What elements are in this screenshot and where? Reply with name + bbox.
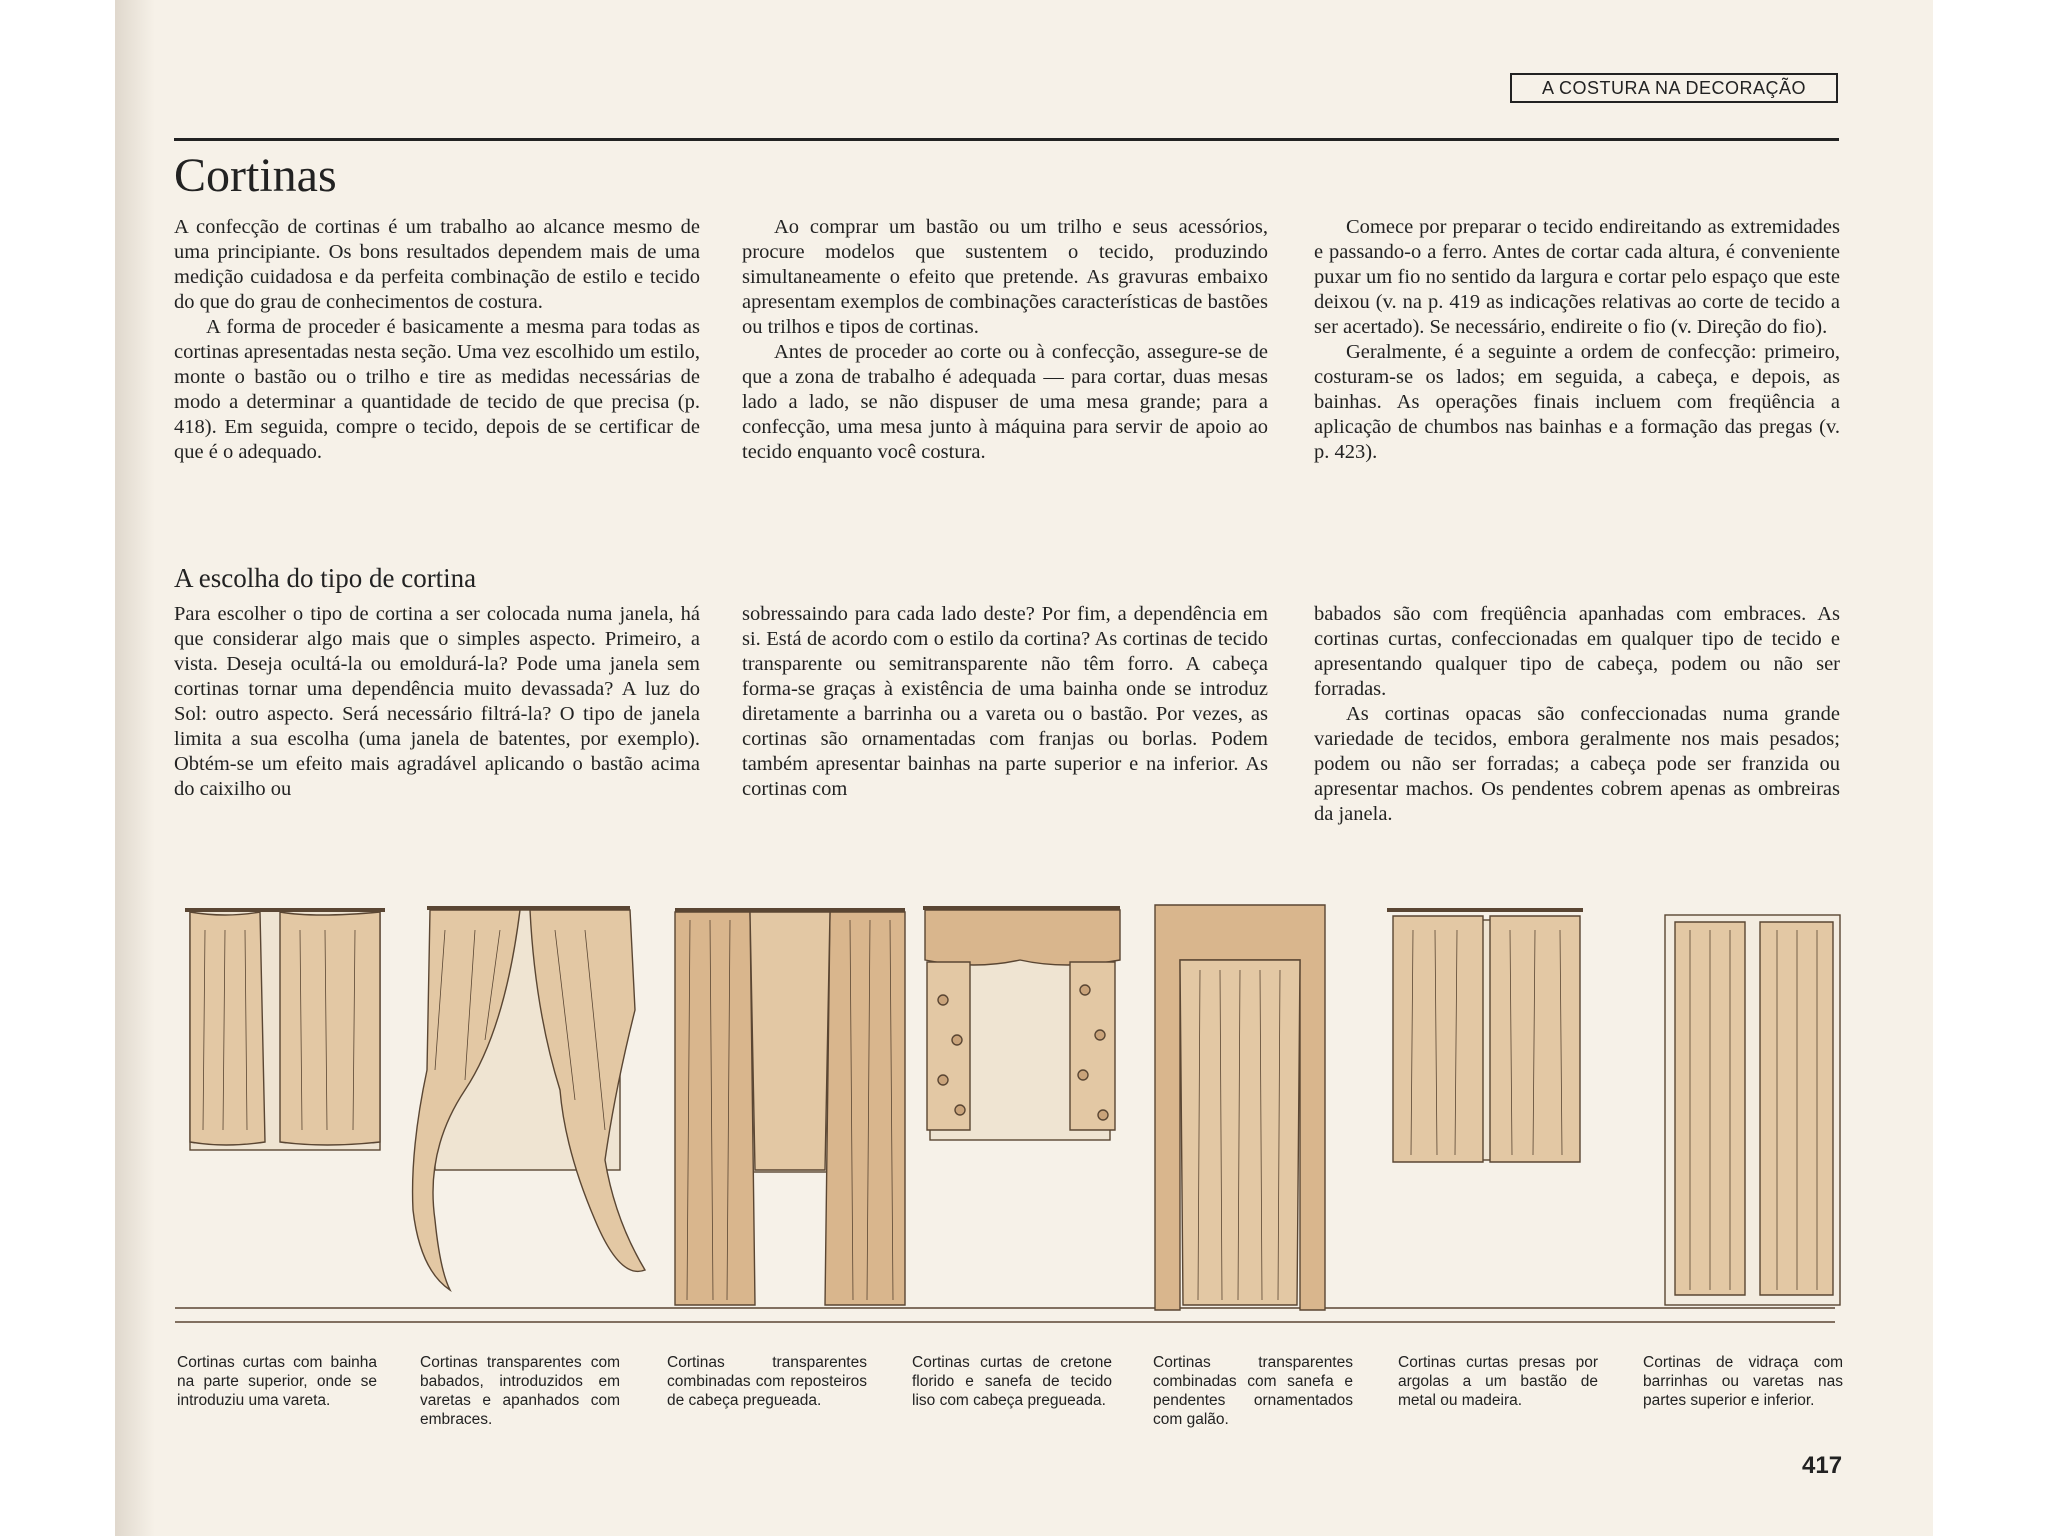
section2-column-2 bbox=[742, 602, 1268, 802]
caption-7: Cortinas de vidraça com barrinhas ou varetas nas partes superior e inferior. bbox=[1643, 1354, 1843, 1409]
body-paragraph: Para escolher o tipo de cortina a ser colocada numa janela, há que considerar algo mais que o simples aspecto. Primeiro, a vista. Deseja ocultá-la ou emoldurá-la? Pode uma janela sem cortinas tornar uma dependência muito devassada? A luz do Sol: outro aspecto. Será necessário filtrá-la? O tipo de janela limita a sua escolha (uma janela de batentes, por exemplo). Obtém-se um efeito mais agradável aplicando o bastão acima do caixilho ou bbox=[174, 603, 700, 800]
curtain-style-1 bbox=[185, 910, 385, 1150]
section2-column-3 bbox=[1314, 602, 1840, 827]
intro-column-3 bbox=[1314, 215, 1840, 465]
body-paragraph: As cortinas opacas são confeccionadas numa grande variedade de tecidos, embora geralmente nos mais pesados; podem ou não ser forradas; a cabeça pode ser franzida ou apresentar machos. Os pendentes cobrem apenas as ombreiras da janela. bbox=[1314, 703, 1840, 825]
curtain-style-2 bbox=[413, 908, 645, 1290]
curtain-style-4 bbox=[923, 908, 1120, 1140]
body-paragraph: babados são com freqüência apanhadas com embraces. As cortinas curtas, confeccionadas em qualquer tipo de tecido e apresentando qualquer tipo de cabeça, podem ou não ser forradas. bbox=[1314, 603, 1840, 700]
curtain-style-5 bbox=[1155, 905, 1325, 1310]
gutter-shadow bbox=[115, 0, 155, 1536]
curtain-illustrations bbox=[165, 890, 1845, 1340]
caption-5: Cortinas transparentes combinadas com sanefa e pendentes ornamentados com galão. bbox=[1153, 1354, 1353, 1428]
body-paragraph: sobressaindo para cada lado deste? Por fim, a dependência em si. Está de acordo com o estilo da cortina? As cortinas de tecido transparente ou semitransparente não têm forro. A cabeça forma-se graças à existência de uma bainha onde se introduz diretamente a barrinha ou a vareta ou o bastão. Por vezes, as cortinas são ornamentadas com franjas ou borlas. Podem também apresentar bainhas na parte superior e na inferior. As cortinas com bbox=[742, 603, 1268, 800]
intro-column-2 bbox=[742, 215, 1268, 465]
intro-paragraph: A forma de proceder é basicamente a mesma para todas as cortinas apresentadas nesta seção. Uma vez escolhido um estilo, monte o bastão ou o trilho e tire as medidas necessárias de modo a determinar a quantidade de tecido de que precisa (p. 418). Em seguida, compre o tecido, depois de se certificar de que é o adequado. bbox=[174, 316, 700, 463]
caption-6: Cortinas curtas presas por argolas a um bastão de metal ou madeira. bbox=[1398, 1354, 1598, 1409]
curtain-style-7 bbox=[1665, 915, 1840, 1305]
curtain-style-3 bbox=[675, 910, 905, 1305]
intro-paragraph: Ao comprar um bastão ou um trilho e seus acessórios, procure modelos que sustentem o tecido, produzindo simultaneamente o efeito que pretende. As gravuras embaixo apresentam exemplos de combinações características de bastões ou trilhos e tipos de cortinas. bbox=[742, 216, 1268, 338]
intro-paragraph: Comece por preparar o tecido endireitando as extremidades e passando-o a ferro. Antes de cortar cada altura, é conveniente puxar um fio no sentido da largura e cortar pelo espaço que este deixou (v. na p. 419 as indicações relativas ao corte de tecido a ser acertado). Se necessário, endireite o fio (v. Direção do fio). bbox=[1314, 216, 1840, 338]
caption-1: Cortinas curtas com bainha na parte superior, onde se introduziu uma vareta. bbox=[177, 1354, 377, 1409]
page-title: Cortinas bbox=[174, 149, 337, 202]
section2-column-1 bbox=[174, 602, 700, 802]
curtain-style-6 bbox=[1387, 910, 1583, 1162]
header-rule bbox=[174, 138, 1839, 141]
section-heading: A escolha do tipo de cortina bbox=[174, 563, 477, 593]
intro-column-1 bbox=[174, 215, 700, 465]
page-number: 417 bbox=[1802, 1452, 1843, 1479]
caption-4: Cortinas curtas de cretone florido e sanefa de tecido liso com cabeça pregueada. bbox=[912, 1354, 1112, 1409]
intro-paragraph: Antes de proceder ao corte ou à confecção, assegure-se de que a zona de trabalho é adequada — para cortar, duas mesas lado a lado, se não dispuser de uma mesa grande; para a confecção, uma mesa junto à máquina para servir de apoio ao tecido enquanto você costura. bbox=[742, 341, 1268, 463]
caption-2: Cortinas transparentes com babados, introduzidos em varetas e apanhados com embraces. bbox=[420, 1354, 620, 1428]
section-label: A COSTURA NA DECORAÇÃO bbox=[1510, 73, 1838, 103]
caption-3: Cortinas transparentes combinadas com reposteiros de cabeça pregueada. bbox=[667, 1354, 867, 1409]
intro-paragraph: Geralmente, é a seguinte a ordem de confecção: primeiro, costuram-se os lados; em seguida, a cabeça, e depois, as bainhas. As operações finais incluem com freqüência a aplicação de chumbos nas bainhas e a formação das pregas (v. p. 423). bbox=[1314, 341, 1840, 463]
intro-paragraph: A confecção de cortinas é um trabalho ao alcance mesmo de uma principiante. Os bons resultados dependem mais de uma medição cuidadosa e da perfeita combinação de estilo e tecido do que do grau de conhecimentos de costura. bbox=[174, 216, 700, 313]
